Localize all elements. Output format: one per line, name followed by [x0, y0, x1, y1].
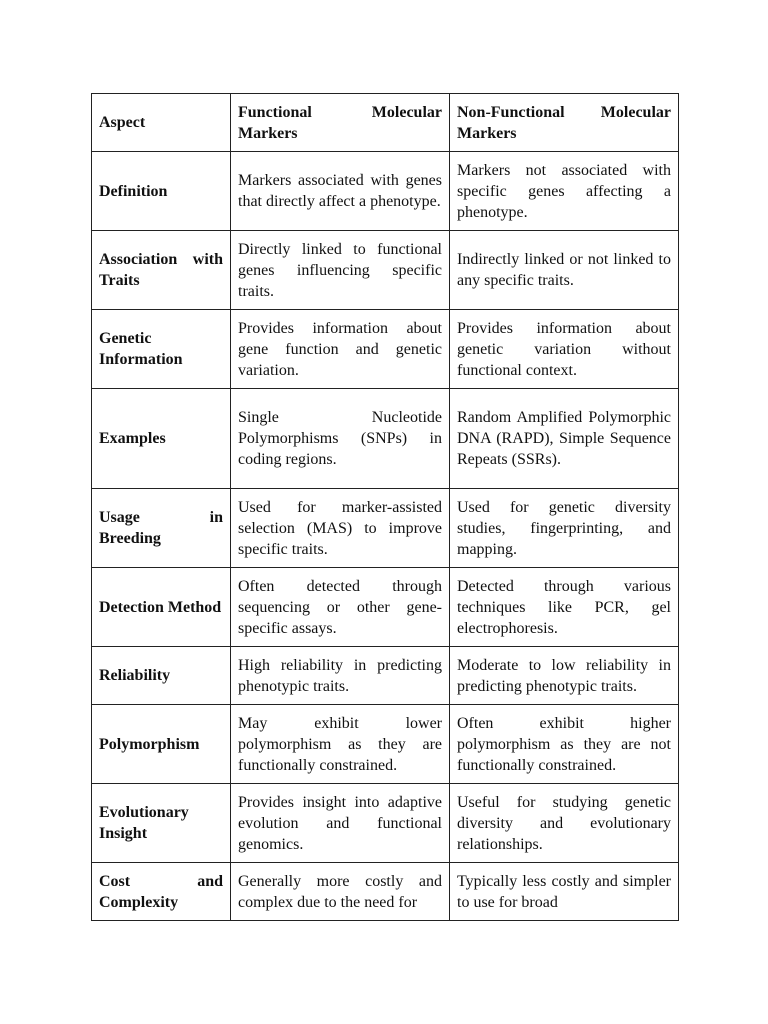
table-row — [92, 784, 679, 863]
table-row — [92, 647, 679, 705]
non-functional-cell: Markers not associated with specific genes affecting a phenotype. — [450, 152, 679, 231]
header-row — [92, 94, 679, 152]
header-functional: Functional Molecular Markers — [231, 94, 450, 152]
non-functional-cell-text: Typically less costly and simpler to use for broad — [457, 872, 671, 911]
aspect-cell: Usage in Breeding — [92, 489, 231, 568]
aspect-cell: Evolutionary Insight — [92, 784, 231, 863]
non-functional-cell — [450, 863, 679, 921]
table-row — [92, 489, 679, 568]
functional-cell: Often detected through sequencing or other gene-specific assays. — [231, 568, 450, 647]
non-functional-cell: Detected through various techniques like PCR, gel electrophoresis. — [450, 568, 679, 647]
functional-cell: May exhibit lower polymorphism as they are functionally constrained. — [231, 705, 450, 784]
table-body — [92, 152, 679, 921]
table-row — [92, 310, 679, 389]
non-functional-cell: Provides information about genetic variation without functional context. — [450, 310, 679, 389]
functional-cell: Provides insight into adaptive evolution and functional genomics. — [231, 784, 450, 863]
functional-cell-text: Generally more costly and complex due to the need for — [238, 872, 442, 911]
table-row — [92, 389, 679, 489]
functional-cell — [231, 863, 450, 921]
aspect-cell: Association with Traits — [92, 231, 231, 310]
table-row — [92, 231, 679, 310]
table-row — [92, 568, 679, 647]
non-functional-cell: Often exhibit higher polymorphism as they are not functionally constrained. — [450, 705, 679, 784]
table-header — [92, 94, 679, 152]
non-functional-cell: Indirectly linked or not linked to any specific traits. — [450, 231, 679, 310]
aspect-cell: Definition — [92, 152, 231, 231]
non-functional-cell: Moderate to low reliability in predicting phenotypic traits. — [450, 647, 679, 705]
header-non-functional: Non-Functional Molecular Markers — [450, 94, 679, 152]
non-functional-cell: Used for genetic diversity studies, fingerprinting, and mapping. — [450, 489, 679, 568]
non-functional-cell: Useful for studying genetic diversity and evolutionary relationships. — [450, 784, 679, 863]
functional-cell: High reliability in predicting phenotypic traits. — [231, 647, 450, 705]
aspect-cell: Polymorphism — [92, 705, 231, 784]
aspect-cell: Genetic Information — [92, 310, 231, 389]
table-row — [92, 863, 679, 921]
aspect-cell: Detection Method — [92, 568, 231, 647]
functional-cell: Provides information about gene function and genetic variation. — [231, 310, 450, 389]
comparison-table — [91, 93, 679, 921]
aspect-cell: Reliability — [92, 647, 231, 705]
functional-cell: Single Nucleotide Polymorphisms (SNPs) in coding regions. — [231, 389, 450, 489]
aspect-cell: Cost and Complexity — [92, 863, 231, 921]
functional-cell: Used for marker-assisted selection (MAS) to improve specific traits. — [231, 489, 450, 568]
table-row — [92, 152, 679, 231]
functional-cell: Markers associated with genes that directly affect a phenotype. — [231, 152, 450, 231]
table-row — [92, 705, 679, 784]
functional-cell: Directly linked to functional genes influencing specific traits. — [231, 231, 450, 310]
header-aspect: Aspect — [92, 94, 231, 152]
non-functional-cell: Random Amplified Polymorphic DNA (RAPD), Simple Sequence Repeats (SSRs). — [450, 389, 679, 489]
aspect-cell: Examples — [92, 389, 231, 489]
